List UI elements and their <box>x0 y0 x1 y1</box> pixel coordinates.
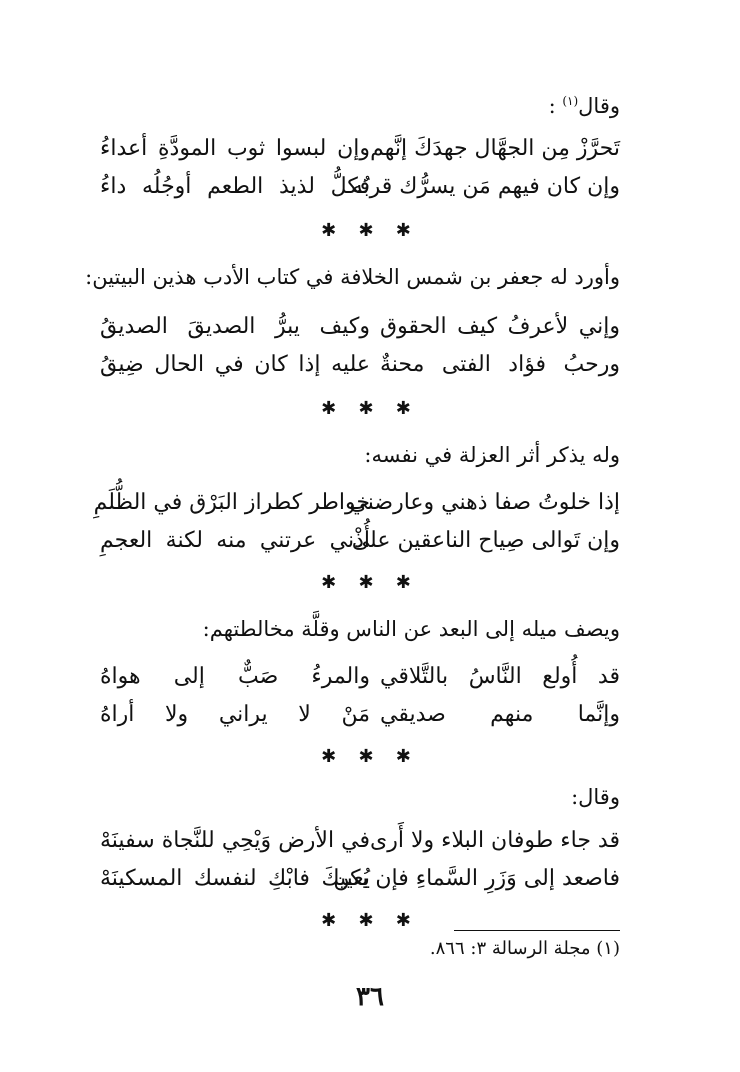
section-separator: ✱ ✱ ✱ <box>321 572 419 593</box>
verse-line <box>100 658 620 696</box>
verse-line <box>100 346 620 384</box>
section-separator: ✱ ✱ ✱ <box>321 910 419 931</box>
footnote-rule <box>454 930 620 931</box>
verse-line <box>93 484 620 522</box>
verse-second-hemistich: أُذْني عرتني منه لكنة العجمِ <box>100 528 370 553</box>
section-intro: ويصف ميله إلى البعد عن الناس وقلَّة مخالطتهم: <box>202 617 620 641</box>
verse-first-hemistich: وإني لأعرفُ كيف الحقوق <box>380 314 620 339</box>
footnote-marker: (١) <box>562 94 579 108</box>
section-separator: ✱ ✱ ✱ <box>321 220 419 241</box>
verse-line <box>100 308 620 346</box>
verse-line <box>100 696 620 734</box>
verse-line <box>100 860 620 898</box>
verse-line <box>100 130 620 168</box>
verse-line <box>100 522 620 560</box>
section-separator: ✱ ✱ ✱ <box>321 746 419 767</box>
verse-first-hemistich: قد جاء طوفان البلاء ولا أَرى <box>370 828 620 853</box>
section-intro: وأورد له جعفر بن شمس الخلافة في كتاب الأدب هذين البيتين: <box>85 265 620 289</box>
page-number: ٣٦ <box>356 982 384 1012</box>
verse-second-hemistich: مَنْ لا يراني ولا أراهُ <box>100 702 370 727</box>
verse-first-hemistich: إذا خلوتُ صفا ذهني وعارضني <box>349 490 620 515</box>
verse-first-hemistich: وإن كان فيهم مَن يسرُّك قربُه <box>351 174 620 199</box>
section-intro: وقال: <box>571 785 620 809</box>
verse-second-hemistich: في الأرض وَيْحِي للنَّجاة سفينَهْ <box>100 828 370 853</box>
verse-first-hemistich: تَحرَّزْ مِن الجهَّال جهدَكَ إنَّهم <box>370 136 620 161</box>
verse-line <box>100 822 620 860</box>
verse-first-hemistich: فاصعد إلى وَزَرِ السَّماءِ فإن يكن <box>333 866 620 891</box>
verse-line <box>100 168 620 206</box>
intro-colon: : <box>548 94 556 118</box>
verse-second-hemistich: يُعييكَ فابْكِ لنفسك المسكينَهْ <box>100 866 370 891</box>
verse-second-hemistich: عليه إذا كان في الحال ضِيقُ <box>100 352 370 377</box>
section-intro: وله يذكر أثر العزلة في نفسه: <box>364 443 620 467</box>
verse-second-hemistich: فكلُّ لذيذ الطعم أوجُلُه داءُ <box>100 174 370 199</box>
verse-first-hemistich: قد أُولع النَّاسُ بالتَّلاقي <box>380 664 620 689</box>
verse-first-hemistich: ورحبُ فؤاد الفتى محنةٌ <box>380 352 620 377</box>
verse-first-hemistich: وإنَّما منهم صديقي <box>380 702 620 727</box>
verse-second-hemistich: والمرءُ صَبٌّ إلى هواهُ <box>100 664 370 689</box>
section-separator: ✱ ✱ ✱ <box>321 398 419 419</box>
footnote: (١) مجلة الرسالة ٣: ٨٦٦. <box>429 938 620 959</box>
verse-second-hemistich: وإن لبسوا ثوب المودَّةِ أعداءُ <box>100 136 370 161</box>
section-intro <box>100 86 620 121</box>
verse-second-hemistich: خواطر كطراز البَرْق في الظُّلَمِ <box>93 490 370 515</box>
verse-second-hemistich: وكيف يبرُّ الصديقَ الصديقُ <box>100 314 370 339</box>
intro-text: وقال <box>578 94 620 118</box>
verse-first-hemistich: وإن تَوالى صِياح الناعقين على <box>351 528 620 553</box>
